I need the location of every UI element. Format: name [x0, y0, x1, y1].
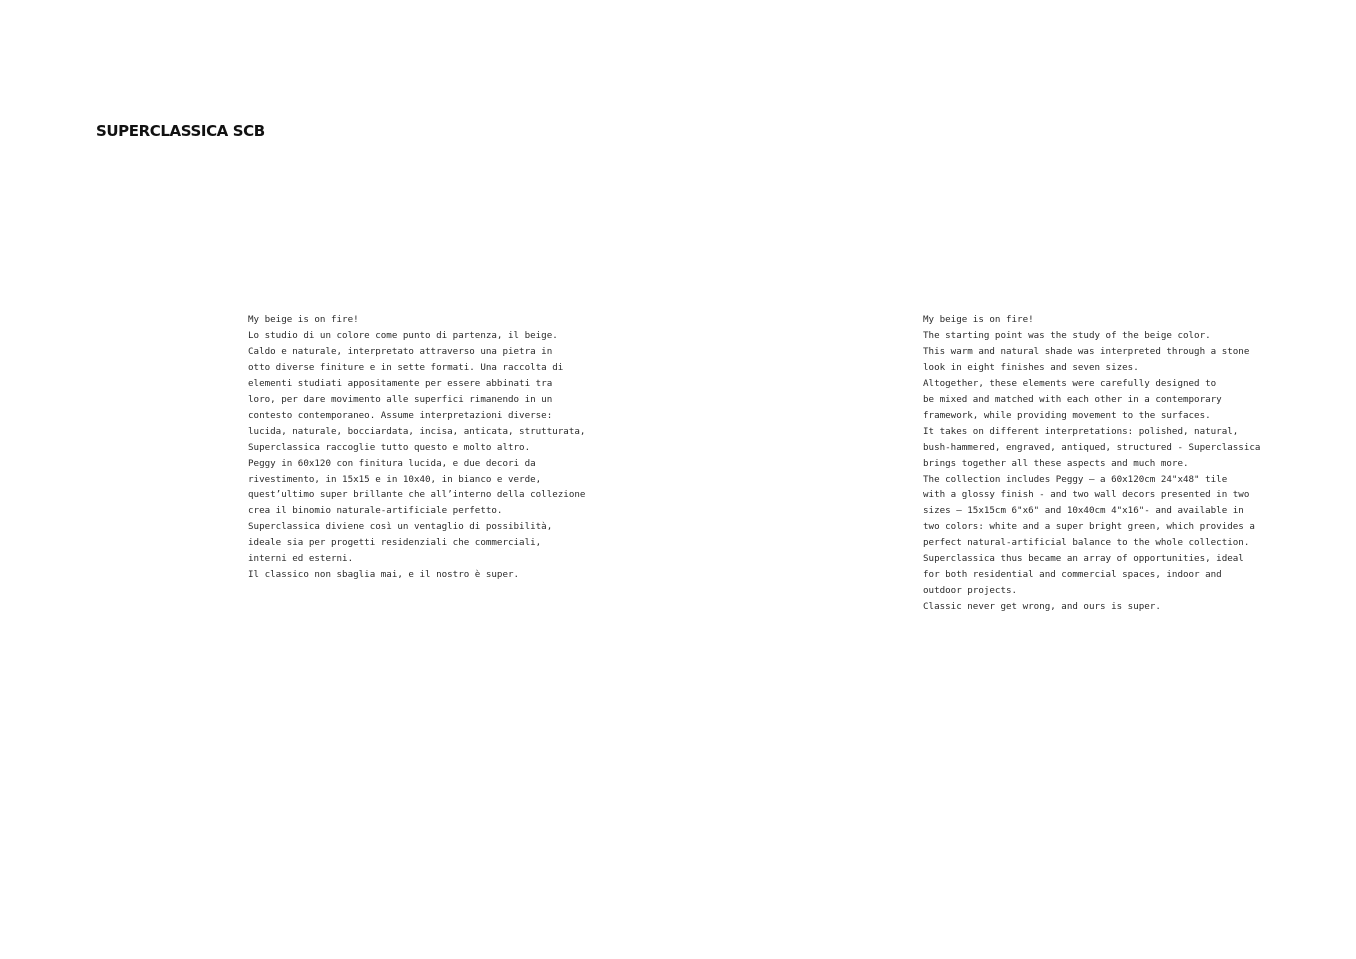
italian-text-line: contesto contemporaneo. Assume interpretazioni diverse: [248, 409, 553, 421]
italian-text-line: Peggy in 60x120 con finitura lucida, e due decori da [248, 457, 536, 469]
italian-text-line: My beige is on fire! [248, 314, 359, 325]
italian-text-line: Superclassica raccoglie tutto questo e molto altro. [248, 441, 531, 453]
italian-text-line: otto diverse finiture e in sette formati. Una raccolta di [248, 361, 564, 373]
italian-text-line: Superclassica diviene così un ventaglio di possibilità, [248, 521, 553, 533]
english-text-line: be mixed and matched with each other in a contemporary [923, 393, 1222, 405]
english-text-line: outdoor projects. [923, 585, 1018, 597]
english-text-line: Superclassica thus became an array of opportunities, ideal [923, 553, 1244, 565]
english-text-line: bush-hammered, engraved, antiqued, structured - Superclassica [923, 441, 1261, 453]
italian-text-line: rivestimento, in 15x15 e in 10x40, in bianco e verde, [248, 473, 542, 485]
english-text-column [923, 312, 1261, 615]
english-text-line: Altogether, these elements were carefully designed to [923, 377, 1217, 389]
english-text-line: with a glossy finish - and two wall decors presented in two [923, 489, 1250, 501]
english-text-line: It takes on different interpretations: polished, natural, [923, 425, 1239, 437]
english-text-line: look in eight finishes and seven sizes. [923, 361, 1139, 373]
english-text-line: framework, while providing movement to the surfaces. [923, 409, 1211, 421]
italian-text-line: elementi studiati appositamente per essere abbinati tra [248, 377, 553, 389]
italian-text-line: crea il binomio naturale-artificiale perfetto. [248, 505, 503, 517]
italian-text-line: Il classico non sbaglia mai, e il nostro è super. [248, 569, 520, 581]
italian-text-line: lucida, naturale, bocciardata, incisa, anticata, strutturata, [248, 425, 586, 437]
english-text-line: two colors: white and a super bright green, which provides a [923, 521, 1255, 533]
italian-text-line: loro, per dare movimento alle superfici rimanendo in un [248, 393, 553, 405]
english-text-line: for both residential and commercial spaces, indoor and [923, 569, 1222, 581]
italian-text-line: Caldo e naturale, interpretato attraverso una pietra in [248, 345, 553, 357]
english-text-line: sizes – 15x15cm 6"x6" and 10x40cm 4"x16"- and available in [923, 505, 1244, 517]
english-text-line: perfect natural-artificial balance to the whole collection. [923, 537, 1250, 549]
italian-text-line: interni ed esterni. [248, 553, 354, 565]
english-text-line: My beige is on fire! [923, 314, 1034, 325]
english-text-line: Classic never get wrong, and ours is super. [923, 601, 1161, 613]
english-text-line: The starting point was the study of the beige color. [923, 329, 1211, 341]
english-text-line: This warm and natural shade was interpreted through a stone [923, 345, 1250, 357]
page-title: SUPERCLASSICA SCB [96, 122, 265, 140]
italian-text-column [248, 312, 588, 583]
english-text-line: The collection includes Peggy – a 60x120cm 24"x48" tile [923, 473, 1228, 485]
english-text-line: brings together all these aspects and much more. [923, 457, 1189, 469]
italian-text-line: Lo studio di un colore come punto di partenza, il beige. [248, 329, 558, 341]
italian-text-line: quest’ultimo super brillante che all’interno della collezione [248, 489, 586, 501]
italian-text-line: ideale sia per progetti residenziali che commerciali, [248, 537, 542, 549]
